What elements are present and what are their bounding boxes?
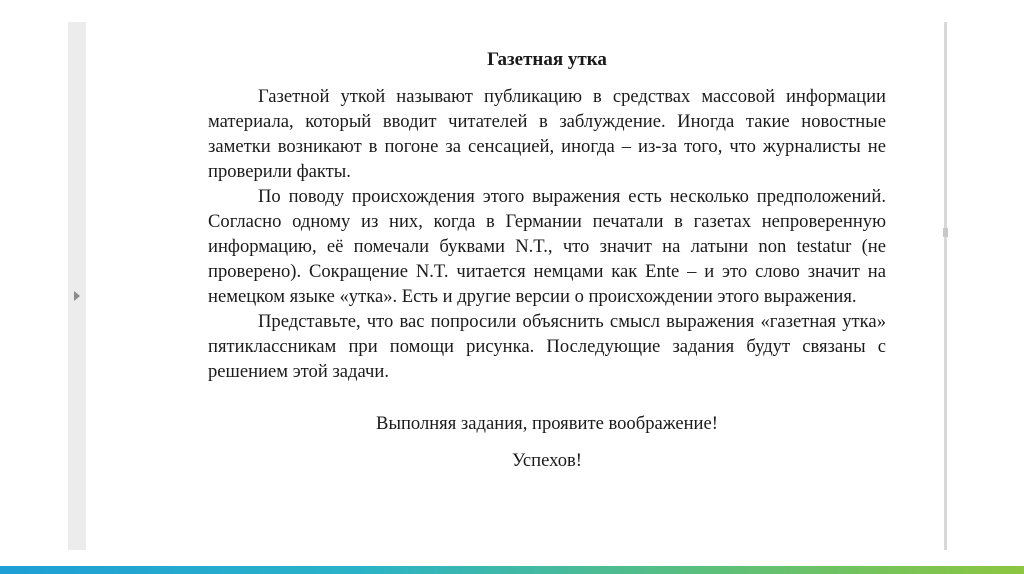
accent-bottom-bar: [0, 566, 1024, 574]
document-page: [208, 48, 886, 473]
closing-line-imagination: Выполняя задания, проявите воображение!: [376, 413, 718, 434]
left-panel-strip: [68, 22, 86, 550]
paragraph-3: Представьте, что вас попросили объяснить смысл выражения «газетная утка» пятиклассникам при помощи рисунка. Последующие задания будут связаны с решением этой задачи.: [208, 311, 886, 382]
right-panel-edge: [944, 22, 947, 550]
paragraph-2: По поводу происхождения этого выражения есть несколько предположений. Согласно одному из них, когда в Германии печатали в газетах непроверенную информацию, её помечали буквами N.T., что значит на латыни non testatur (не проверено). Сокращение N.T. читается немцами как Ente – и это слово значит на немецком языке «утка». Есть и другие версии о происхождении этого выражения.: [208, 186, 886, 307]
document-title: Газетная утка: [487, 49, 607, 70]
chevron-right-icon[interactable]: [74, 291, 80, 301]
closing-line-good-luck: Успехов!: [512, 450, 582, 471]
scroll-handle[interactable]: [943, 228, 948, 237]
paragraph-1: Газетной уткой называют публикацию в средствах массовой информации материала, который вводит читателей в заблуждение. Иногда такие новостные заметки возникают в погоне за сенсацией, иногда – из-за того, что журналисты не проверили факты.: [208, 86, 886, 182]
